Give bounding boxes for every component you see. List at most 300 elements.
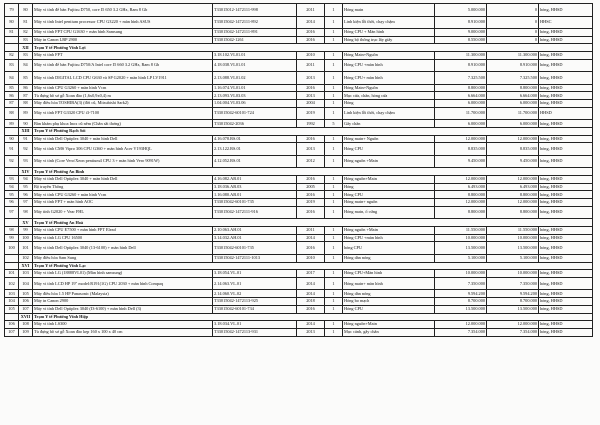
asset-row [5, 84, 593, 92]
condition-cell: Hỏng main+ màn hình [343, 277, 435, 290]
asset-name-cell: Tủ đựng hồ sơ gỗ Xoan đào (1,6x0,9x0,4) m [33, 92, 213, 100]
row-stt-cell [5, 36, 19, 44]
row-stt-cell: 104 [5, 298, 19, 306]
remaining-value-cell: 12.000.000 [487, 135, 539, 143]
original-value-cell: 6.000.000 [435, 120, 487, 128]
asset-row [5, 234, 593, 242]
remark-cell: HHSD [539, 107, 593, 120]
original-value-cell: 8.800.000 [435, 206, 487, 219]
year-cell: 2014 [297, 16, 325, 29]
section-number: XIV [19, 168, 33, 176]
row-stt-cell: 106 [5, 321, 19, 329]
condition-cell: Hỏng main+ Nguồn [343, 135, 435, 143]
remark-cell: hỏng, HHSD [539, 120, 593, 128]
remaining-value-cell: 8.800.000 [487, 191, 539, 199]
asset-code-cell: 1.04.004.VL03.06 [213, 100, 297, 108]
row-stt-cell: 85 [5, 84, 19, 92]
remark-cell: hỏng, HHSD [539, 92, 593, 100]
asset-code-cell: 1.16.074.VL01.01 [213, 84, 297, 92]
original-value-cell: 8.700.000 [435, 298, 487, 306]
quantity-cell: 1 [325, 52, 343, 60]
year-cell: 2016 [297, 135, 325, 143]
asset-row [5, 227, 593, 235]
row-index-cell: 107 [19, 305, 33, 313]
asset-code-cell: T33015042-2036 [213, 120, 297, 128]
original-value-cell: 13.500.000 [435, 242, 487, 255]
section-blank [5, 168, 19, 176]
asset-code-cell: 2.13.088.VL01.02 [213, 72, 297, 85]
year-cell: 2012 [297, 155, 325, 168]
remaining-value-cell: 6.664.000 [487, 92, 539, 100]
row-index-cell: 97 [19, 199, 33, 207]
remaining-value-cell: 11.550.000 [487, 227, 539, 235]
asset-code-cell: T33015042-60101-735 [213, 199, 297, 207]
year-cell: 2005 [297, 183, 325, 191]
asset-name-cell: Máy tính G2020 + Vear FHL [33, 206, 213, 219]
original-value-cell: 9.450.000 [435, 155, 487, 168]
quantity-cell: 1 [325, 176, 343, 184]
remark-cell: hỏng, HHSD [539, 290, 593, 298]
remaining-value-cell: 7.354.000 [487, 328, 539, 336]
row-stt-cell: 96 [5, 199, 19, 207]
asset-name-cell: Máy vi tính FPT + màn hình AOC [33, 199, 213, 207]
year-cell: 2016 [297, 36, 325, 44]
row-stt-cell: 103 [5, 290, 19, 298]
quantity-cell: 1 [325, 16, 343, 29]
year-cell: 2018 [297, 298, 325, 306]
asset-name-cell: Máy vi tính LG (18888VL01) (Màn hình samsung) [33, 270, 213, 278]
remaining-value-cell: 11.700.000 [487, 107, 539, 120]
asset-row [5, 4, 593, 17]
row-index-cell: 83 [19, 52, 33, 60]
condition-cell: Hỏng nguồn+Main [343, 321, 435, 329]
asset-row [5, 199, 593, 207]
section-row [5, 168, 593, 176]
row-stt-cell: 93 [5, 176, 19, 184]
original-value-cell: 9.000.000 [435, 29, 487, 37]
row-stt-cell: 89 [5, 120, 19, 128]
asset-code-cell: 4.16.078.RS.01 [213, 135, 297, 143]
row-stt-cell: 88 [5, 107, 19, 120]
asset-row [5, 155, 593, 168]
remaining-value-cell: 13.500.000 [487, 305, 539, 313]
condition-cell: Hỏng CPU + Màn hình [343, 29, 435, 37]
asset-code-cell: 2.13.122.RS.01 [213, 143, 297, 156]
condition-cell: Linh kiện lỗi thời, chạy chậm [343, 16, 435, 29]
quantity-cell: 1 [325, 234, 343, 242]
asset-row [5, 206, 593, 219]
year-cell: 2016 [297, 191, 325, 199]
asset-name-cell: Máy vi tính Dell Optiplex 3040 (13-6100) + màn hình Dell [33, 242, 213, 255]
remaining-value-cell: 6.493.000 [487, 183, 539, 191]
condition-cell: Gãy chân [343, 120, 435, 128]
section-number: XVII [19, 313, 33, 321]
asset-code-cell: T33015042-60101-735 [213, 242, 297, 255]
remark-cell: hỏng, HHSD [539, 52, 593, 60]
asset-code-cell: 3.18.036.AB.03 [213, 183, 297, 191]
asset-name-cell: Máy vi tính CMS Vipro 306 CPU G360 + màn hình Acer V193HQL [33, 143, 213, 156]
condition-cell: Hỏng bộ thống trục lấy giấy [343, 36, 435, 44]
row-stt-cell: 87 [5, 100, 19, 108]
condition-cell: Hỏng dàn nóng [343, 290, 435, 298]
row-index-cell: 81 [19, 16, 33, 29]
asset-row [5, 328, 593, 336]
remaining-value-cell: 6.000.000 [487, 120, 539, 128]
row-stt-cell: 92 [5, 155, 19, 168]
asset-code-cell: T33015042-1472113-931 [213, 328, 297, 336]
original-value-cell: 5.000.000 [435, 4, 487, 17]
asset-code-cell: 2.14.060.VL.02 [213, 290, 297, 298]
asset-code-cell: 3.14.032.AH.01 [213, 234, 297, 242]
remark-cell: hỏng, HHSD [539, 155, 593, 168]
section-blank [5, 313, 19, 321]
row-index-cell: 89 [19, 107, 33, 120]
original-value-cell: 8.835.000 [435, 143, 487, 156]
condition-cell: Hỏng bo mạch [343, 298, 435, 306]
asset-row [5, 270, 593, 278]
row-index-cell: 95 [19, 183, 33, 191]
asset-name-cell: Máy vi tính DIGITAL LCD CPU G630 và SP G2020 + màn hình LP LV1911 [33, 72, 213, 85]
remaining-value-cell: 12.000.000 [487, 176, 539, 184]
row-stt-cell: 82 [5, 52, 19, 60]
remaining-value-cell: 0 [487, 29, 539, 37]
asset-code-cell: T33015042-60101-724 [213, 107, 297, 120]
row-stt-cell [5, 254, 19, 262]
asset-code-cell: T33015042-1472111-891 [213, 29, 297, 37]
remark-cell: hỏng, HHSD [539, 183, 593, 191]
remark-cell: hỏng, HHSD [539, 234, 593, 242]
row-index-cell: 85 [19, 72, 33, 85]
year-cell: 2017 [297, 270, 325, 278]
asset-code-cell: 3.18.054.VL.01 [213, 270, 297, 278]
section-blank [5, 128, 19, 136]
condition-cell: Mục cửa, chân, hỏng cửa [343, 92, 435, 100]
asset-code-cell: T33015042-1472113-925 [213, 298, 297, 306]
asset-code-cell: 4.12.052.RS.01 [213, 155, 297, 168]
asset-row [5, 242, 593, 255]
remaining-value-cell: 7.325.500 [487, 72, 539, 85]
condition-cell: Hỏng Main+Nguồn [343, 84, 435, 92]
year-cell: 2011 [297, 4, 325, 17]
quantity-cell: 1 [325, 290, 343, 298]
row-index-cell: 105 [19, 290, 33, 298]
remaining-value-cell: 0 [487, 4, 539, 17]
asset-name-cell: Máy vi tính FPT CPU G1630 + màn hình Samsung [33, 29, 213, 37]
original-value-cell: 8.800.000 [435, 84, 487, 92]
asset-name-cell: Máy vi tính CPU G3260 + màn hình Vcm [33, 84, 213, 92]
remark-cell: HHSC [539, 16, 593, 29]
condition-cell: Hỏng dàn nóng [343, 254, 435, 262]
asset-row [5, 191, 593, 199]
condition-cell: Hỏng CPU [343, 143, 435, 156]
remaining-value-cell: 8.910.000 [487, 59, 539, 72]
asset-code-cell: 2.10.063.AH.01 [213, 227, 297, 235]
asset-row [5, 120, 593, 128]
row-stt-cell: 102 [5, 277, 19, 290]
section-number: XV [19, 219, 33, 227]
year-cell: 2019 [297, 199, 325, 207]
year-cell: 2016 [297, 305, 325, 313]
row-stt-cell: 105 [5, 305, 19, 313]
quantity-cell: 1 [325, 84, 343, 92]
asset-code-cell: T33015042-60101-734 [213, 305, 297, 313]
year-cell: 2016 [297, 84, 325, 92]
quantity-cell: 1 [325, 92, 343, 100]
year-cell: 2013 [297, 143, 325, 156]
remark-cell: hỏng, HHSD [539, 143, 593, 156]
original-value-cell: 11.300.000 [435, 52, 487, 60]
row-stt-cell: 94 [5, 183, 19, 191]
year-cell: 2010 [297, 254, 325, 262]
asset-row [5, 100, 593, 108]
remaining-value-cell: 8.800.000 [487, 206, 539, 219]
condition-cell: Hỏng [343, 100, 435, 108]
original-value-cell: 11.550.000 [435, 227, 487, 235]
condition-cell: Hỏng main [343, 4, 435, 17]
asset-name-cell: Máy vi tính LS300 [33, 321, 213, 329]
asset-code-cell: 3.18.034.VL.01 [213, 321, 297, 329]
asset-name-cell: Máy vi tính FPT [33, 52, 213, 60]
row-index-cell: 88 [19, 100, 33, 108]
remaining-value-cell: 0 [487, 36, 539, 44]
original-value-cell: 8.800.000 [435, 191, 487, 199]
row-index-cell: 91 [19, 135, 33, 143]
condition-cell: Hỏng nguồn+Main [343, 176, 435, 184]
row-stt-cell: 107 [5, 328, 19, 336]
quantity-cell: 1 [325, 298, 343, 306]
year-cell: 2016 [297, 176, 325, 184]
quantity-cell: 1 [325, 321, 343, 329]
year-cell: 1992 [297, 120, 325, 128]
row-stt-cell: 99 [5, 234, 19, 242]
condition-cell: Hỏng main, ổ cứng [343, 206, 435, 219]
row-index-cell: 87 [19, 92, 33, 100]
row-index-cell: 108 [19, 321, 33, 329]
remaining-value-cell: 8.700.000 [487, 298, 539, 306]
quantity-cell: 1 [325, 199, 343, 207]
row-index-cell: 90 [19, 120, 33, 128]
original-value-cell: 10.000.000 [435, 270, 487, 278]
row-stt-cell: 79 [5, 4, 19, 17]
remaining-value-cell: 13.500.000 [487, 242, 539, 255]
original-value-cell: 5.100.000 [435, 254, 487, 262]
asset-name-cell: Máy vi tính FPT G3320 CPU i3-7100 [33, 107, 213, 120]
remaining-value-cell: 12.000.000 [487, 321, 539, 329]
original-value-cell: 9.594.200 [435, 290, 487, 298]
asset-name-cell: Máy vi tính Dell Optiplex 3040 + màn hình Dell [33, 176, 213, 184]
asset-name-cell: Bộ truyền Thông [33, 183, 213, 191]
row-stt-cell: 84 [5, 72, 19, 85]
asset-name-cell: Máy vi tính LCD HP 19" model:R191(1G) CPU 2030 + màn hình Compaq [33, 277, 213, 290]
original-value-cell: 8.550.000 [435, 36, 487, 44]
year-cell: 2014 [297, 277, 325, 290]
row-index-cell: 99 [19, 227, 33, 235]
quantity-cell: 1 [325, 277, 343, 290]
section-row [5, 313, 593, 321]
remark-cell: hỏng, HHSD [539, 199, 593, 207]
original-value-cell: 8.910.000 [435, 16, 487, 29]
row-index-cell: 96 [19, 191, 33, 199]
remark-cell: hỏng, HHSD [539, 29, 593, 37]
asset-code-cell: 4.16.082.AB.01 [213, 176, 297, 184]
remaining-value-cell: 9.594.200 [487, 290, 539, 298]
section-row [5, 219, 593, 227]
row-index-cell: 80 [19, 4, 33, 17]
asset-code-cell: 4.18.038.VL01.01 [213, 59, 297, 72]
row-index-cell: 100 [19, 234, 33, 242]
row-index-cell: 104 [19, 277, 33, 290]
original-value-cell: 6.493.000 [435, 183, 487, 191]
condition-cell: Hỏng nguồn +Main [343, 227, 435, 235]
section-row [5, 44, 593, 52]
quantity-cell: 1 [325, 143, 343, 156]
section-blank [5, 262, 19, 270]
remark-cell: hỏng, HHSD [539, 321, 593, 329]
remaining-value-cell: 11.300.000 [487, 52, 539, 60]
asset-code-cell: T33015042-1472111-892 [213, 16, 297, 29]
row-index-cell: 84 [19, 59, 33, 72]
condition-cell: Hỏng main+ nguồn [343, 199, 435, 207]
year-cell: 2014 [297, 234, 325, 242]
condition-cell: Hỏng CPU +màn hình [343, 59, 435, 72]
original-value-cell: 11.700.000 [435, 107, 487, 120]
original-value-cell: 7.350.000 [435, 277, 487, 290]
remark-cell: hỏng, HHSD [539, 191, 593, 199]
asset-code-cell: T33015012-1472111-998 [213, 4, 297, 17]
remaining-value-cell: 10.000.000 [487, 234, 539, 242]
row-stt-cell: 86 [5, 92, 19, 100]
condition-cell: Hỏng [343, 183, 435, 191]
quantity-cell: 1 [325, 100, 343, 108]
row-stt-cell: 100 [5, 242, 19, 255]
section-title: Trạm Y tế Phường Vĩnh Lạc [33, 262, 593, 270]
section-title: Trạm Y tế Phường Rạch Sỏi [33, 128, 593, 136]
remark-cell: hỏng, HHSD [539, 305, 593, 313]
asset-name-cell: Tủ đựng hồ sơ gỗ Xoan đào kẹp 160 x 100 x 40 cm [33, 328, 213, 336]
original-value-cell: 7.325.500 [435, 72, 487, 85]
asset-name-cell: Máy in Canon 2900 [33, 298, 213, 306]
original-value-cell: 12.000.000 [435, 176, 487, 184]
original-value-cell: 12.000.000 [435, 135, 487, 143]
asset-row [5, 183, 593, 191]
section-number: XII [19, 44, 33, 52]
asset-row [5, 92, 593, 100]
asset-row [5, 107, 593, 120]
year-cell: 2011 [297, 59, 325, 72]
row-stt-cell: 80 [5, 16, 19, 29]
section-title: Trạm Y tế Phường An Bình [33, 168, 593, 176]
row-index-cell: 93 [19, 155, 33, 168]
asset-row [5, 143, 593, 156]
remark-cell: hỏng, HHSD [539, 36, 593, 44]
year-cell: 2016 [297, 242, 325, 255]
asset-row [5, 176, 593, 184]
asset-row [5, 305, 593, 313]
remark-cell: hỏng, HHSD [539, 72, 593, 85]
remark-cell: hỏng, HHSD [539, 328, 593, 336]
row-stt-cell: 90 [5, 135, 19, 143]
asset-code-cell: 2.13.093.VL03.03 [213, 92, 297, 100]
quantity-cell: 1 [325, 29, 343, 37]
remark-cell: hỏng, HHSD [539, 135, 593, 143]
remark-cell: hỏng, HHSD [539, 270, 593, 278]
row-index-cell: 102 [19, 254, 33, 262]
year-cell: 2004 [297, 100, 325, 108]
original-value-cell: 8.910.000 [435, 59, 487, 72]
asset-name-cell: Máy vi tính để bàn Fujitsu D750/A Intel core I5 660 3.2 GHz, Ram 8 Gb [33, 59, 213, 72]
row-index-cell: 106 [19, 298, 33, 306]
row-index-cell: 82 [19, 29, 33, 37]
year-cell: 2014 [297, 290, 325, 298]
row-index-cell: 92 [19, 143, 33, 156]
quantity-cell: 1 [325, 107, 343, 120]
remark-cell: hỏng, HHSD [539, 176, 593, 184]
row-index-cell: 109 [19, 328, 33, 336]
quantity-cell: 1 [325, 206, 343, 219]
asset-row [5, 16, 593, 29]
asset-name-cell: Máy vi tính để bàn Fujitsu D750, core I5 650 3.2 GHz, Ram 8 Gb [33, 4, 213, 17]
asset-name-cell: Máy vi tính LG CPU 16500 [33, 234, 213, 242]
section-row [5, 128, 593, 136]
asset-code-cell: 3.18.102.VL01.01 [213, 52, 297, 60]
year-cell: 2013 [297, 328, 325, 336]
remaining-value-cell: 7.350.000 [487, 277, 539, 290]
condition-cell: Hỏng CPU [343, 305, 435, 313]
remaining-value-cell: 8.835.000 [487, 143, 539, 156]
asset-row [5, 321, 593, 329]
quantity-cell: 1 [325, 135, 343, 143]
year-cell: 2016 [297, 206, 325, 219]
asset-code-cell: 2.14.063.VL.01 [213, 277, 297, 290]
condition-cell: Hỏng CPU+ màn hình [343, 72, 435, 85]
quantity-cell: 1 [325, 254, 343, 262]
quantity-cell: 1 [325, 270, 343, 278]
asset-row [5, 52, 593, 60]
remark-cell: hỏng, HHSD [539, 277, 593, 290]
row-stt-cell: 95 [5, 191, 19, 199]
year-cell: 2014 [297, 321, 325, 329]
row-index-cell: 94 [19, 176, 33, 184]
remaining-value-cell: 0 [487, 16, 539, 29]
condition-cell: Hỏng Main+Nguồn [343, 52, 435, 60]
section-number: XVI [19, 262, 33, 270]
quantity-cell: 1 [325, 191, 343, 199]
row-index-cell: 86 [19, 84, 33, 92]
remaining-value-cell: 9.450.000 [487, 155, 539, 168]
year-cell: 2019 [297, 107, 325, 120]
original-value-cell: 6.000.000 [435, 100, 487, 108]
quantity-cell: 1 [325, 242, 343, 255]
asset-row [5, 36, 593, 44]
remark-cell: hỏng, HHSD [539, 227, 593, 235]
remaining-value-cell: 10.000.000 [487, 270, 539, 278]
year-cell: 2011 [297, 227, 325, 235]
remaining-value-cell: 5.100.000 [487, 254, 539, 262]
section-row [5, 262, 593, 270]
condition-cell: Hỏng nguồn +Main [343, 155, 435, 168]
remaining-value-cell: 6.000.000 [487, 100, 539, 108]
asset-name-cell: Máy vi tính Dell Optiplex 3040 + màn hình Dell [33, 135, 213, 143]
asset-name-cell: Máy điều hòa TOSHIBA(3) (đời cũ, Mitsubishi Sark2) [33, 100, 213, 108]
row-stt-cell: 81 [5, 29, 19, 37]
remark-cell: hỏng, HHSD [539, 206, 593, 219]
row-stt-cell: 83 [5, 59, 19, 72]
section-blank [5, 44, 19, 52]
asset-row [5, 298, 593, 306]
quantity-cell: 1 [325, 183, 343, 191]
row-index-cell: 101 [19, 242, 33, 255]
section-number: XIII [19, 128, 33, 136]
